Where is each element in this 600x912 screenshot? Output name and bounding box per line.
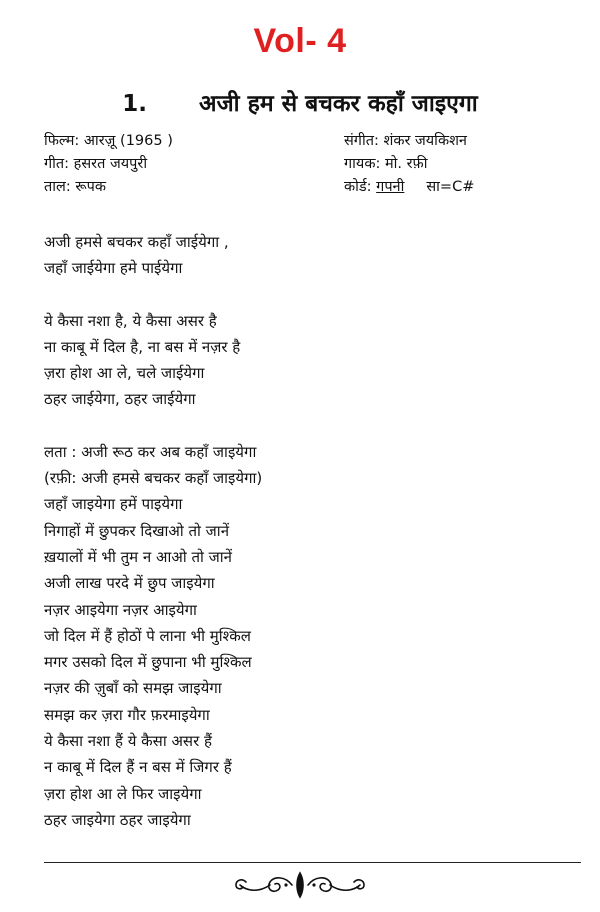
music-director-info: संगीत: शंकर जयकिशन [344,133,467,149]
lyric-line: ठहर जाइयेगा ठहर जाइयेगा [44,810,191,829]
lyric-line: नज़र की ज़ुबाँ को समझ जाइयेगा [44,679,222,698]
lyric-line: ये कैसा नशा हैं ये कैसा असर हैं [44,732,212,751]
lyric-line: जहाँ जाइयेगा हमें पाइयेगा [44,495,183,514]
lyric-line: लता : अजी रूठ कर अब कहाँ जाइयेगा [44,442,257,461]
song-number: 1. [122,91,147,117]
lyric-line: जहाँ जाईयेगा हमे पाईयेगा [44,259,183,278]
lyric-line: अजी हमसे बचकर कहाँ जाईयेगा , [44,233,229,251]
song-title-text: अजी हम से बचकर कहाँ जाइएगा [199,91,478,117]
lyric-line: ठहर जाईयेगा, ठहर जाईयेगा [44,390,196,409]
lyric-line: ज़रा होश आ ले, चले जाईयेगा [44,364,205,383]
song-title [0,86,600,118]
taal-info: ताल: रूपक [44,179,106,195]
chords-label: कोर्ड: [344,179,372,195]
stanza-2 [44,308,564,413]
volume-heading: Vol- 4 [253,22,347,60]
bottom-divider [44,862,581,863]
song-metadata [44,130,564,199]
lyric-line: नज़र आइयेगा नज़र आइयेगा [44,600,197,619]
lyric-line: समझ कर ज़रा गौर फ़रमाइयेगा [44,705,210,724]
meta-row-1 [44,130,564,153]
lyric-line: निगाहों में छुपकर दिखाओ तो जानें [44,521,230,540]
lyric-line: जो दिल में हैं होठों पे लाना भी मुश्किल [44,626,251,645]
stanza-1 [44,229,564,282]
chords-info [344,176,474,199]
meta-row-2 [44,153,564,176]
lyric-line: (रफ़ी: अजी हमसे बचकर कहाँ जाइयेगा) [44,469,263,488]
singer-info: गायक: मो. रफ़ी [344,156,428,172]
chords-value: गपनी [376,179,405,195]
scale-info: सा=C# [426,179,475,195]
lyric-line: ये कैसा नशा है, ये कैसा असर है [44,311,217,330]
film-info: फिल्म: आरज़ू (1965 ) [44,133,173,149]
lyric-line: अजी लाख परदे में छुप जाइयेगा [44,574,215,593]
lyrics-body [44,229,564,833]
meta-row-3 [44,176,564,199]
lyric-line: मगर उसको दिल में छुपाना भी मुश्किल [44,653,252,672]
lyric-line: न काबू में दिल हैं न बस में जिगर हैं [44,758,232,777]
decorative-flourish-icon [230,868,370,902]
lyric-line: ना काबू में दिल है, ना बस में नज़र है [44,337,241,356]
lyric-line: ज़रा होश आ ले फिर जाइयेगा [44,784,202,803]
lyric-line: ख़यालों में भी तुम न आओ तो जानें [44,547,232,566]
lyricist-info: गीत: हसरत जयपुरी [44,156,148,172]
stanza-3 [44,439,564,833]
